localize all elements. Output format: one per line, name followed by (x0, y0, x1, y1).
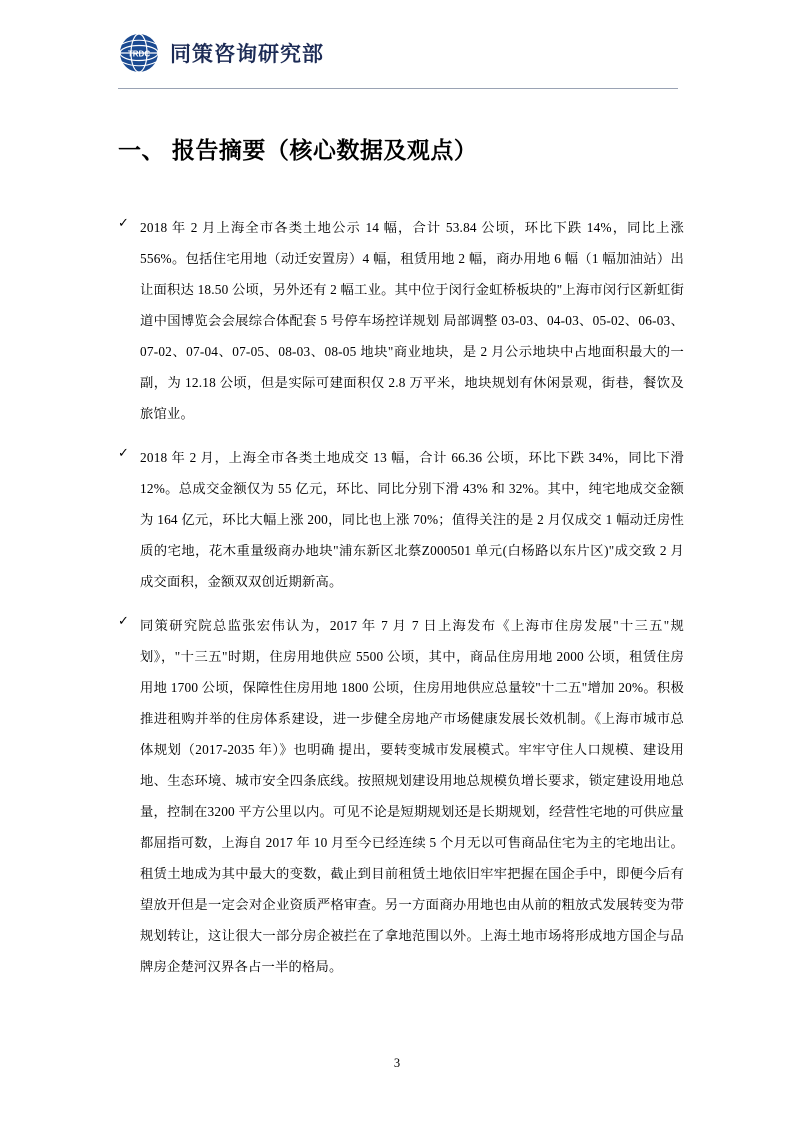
company-name: 同策咨询研究部 (170, 43, 324, 66)
bullet-paragraph: 同策研究院总监张宏伟认为，2017 年 7 月 7 日上海发布《上海市住房发展"十三五"规划》，"十三五"时期，住房用地供应 5500 公顷，其中，商品住房用地 2000 公顷，租赁住房用地 1700 公顷，保障性住房用地 1800 公顷，住房用地供应总量较"十二五"增加 20%。积极推进租购并举的住房体系建设，进一步健全房地产市场健康发展长效机制。《上海市城市总体规划（2017-2035 年）》也明确 提出，要转变城市发展模式。牢牢守住人口规模、建设用地、生态环境、城市安全四条底线。按照规划建设用地总规模负增长要求，锁定建设用地总量，控制在3200 平方公里以内。可见不论是短期规划还是长期规划，经营性宅地的可供应量都屈指可数，上海自 2017 年 10 月至今已经连续 5 个月无以可售商品住宅为主的宅地出让。租赁土地成为其中最大的变数，截止到目前租赁土地依旧牢牢把握在国企手中，即便今后有望放开但是一定会对企业资质严格审查。另一方面商办用地也由从前的粗放式发展转变为带规划转让，这让很大一部分房企被拦在了拿地范围以外。上海土地市场将形成地方国企与品牌房企楚河汉界各占一半的格局。 (140, 618, 684, 974)
list-item (118, 212, 684, 429)
report-summary-body (118, 212, 684, 995)
brand-lockup (118, 32, 678, 74)
globe-logo-icon (118, 32, 160, 74)
bullet-paragraph: 2018 年 2 月，上海全市各类土地成交 13 幅，合计 66.36 公顷，环比下跌 34%，同比下滑 12%。总成交金额仅为 55 亿元，环比、同比分别下滑 43% 和 32%。其中，纯宅地成交金额为 164 亿元，环比大幅上涨 200，同比也上涨 70%；值得关注的是 2 月仅成交 1 幅动迁房性质的宅地，花木重量级商办地块"浦东新区北蔡Z000501 单元(白杨路以东片区)"成交致 2 月成交面积，金额双双创近期新高。 (140, 450, 684, 589)
page-title: 一、 报告摘要（核心数据及观点） (118, 137, 478, 163)
list-item (118, 610, 684, 982)
bullet-paragraph: 2018 年 2 月上海全市各类土地公示 14 幅，合计 53.84 公顷，环比下跌 14%，同比上涨 556%。包括住宅用地（动迁安置房）4 幅，租赁用地 2 幅，商办用地 6 幅（1 幅加油站）出让面积达 18.50 公顷，另外还有 2 幅工业。其中位于闵行金虹桥板块的"上海市闵行区新虹街道中国博览会会展综合体配套 5 号停车场控详规划 局部调整 03-03、04-03、05-02、06-03、07-02、07-04、07-05、08-03、08-05 地块"商业地块，是 2 月公示地块中占地面积最大的一副，为 12.18 公顷，但是实际可建面积仅 2.8 万平米，地块规划有休闲景观，街巷，餐饮及旅馆业。 (140, 220, 684, 421)
checkmark-icon: ✓ (118, 216, 129, 231)
list-item (118, 442, 684, 597)
checkmark-icon: ✓ (118, 446, 129, 461)
svg-text:TRDC: TRDC (127, 49, 151, 59)
checkmark-icon: ✓ (118, 614, 129, 629)
header-divider (118, 88, 678, 89)
document-header (118, 32, 678, 92)
page-number: 3 (393, 1056, 401, 1070)
